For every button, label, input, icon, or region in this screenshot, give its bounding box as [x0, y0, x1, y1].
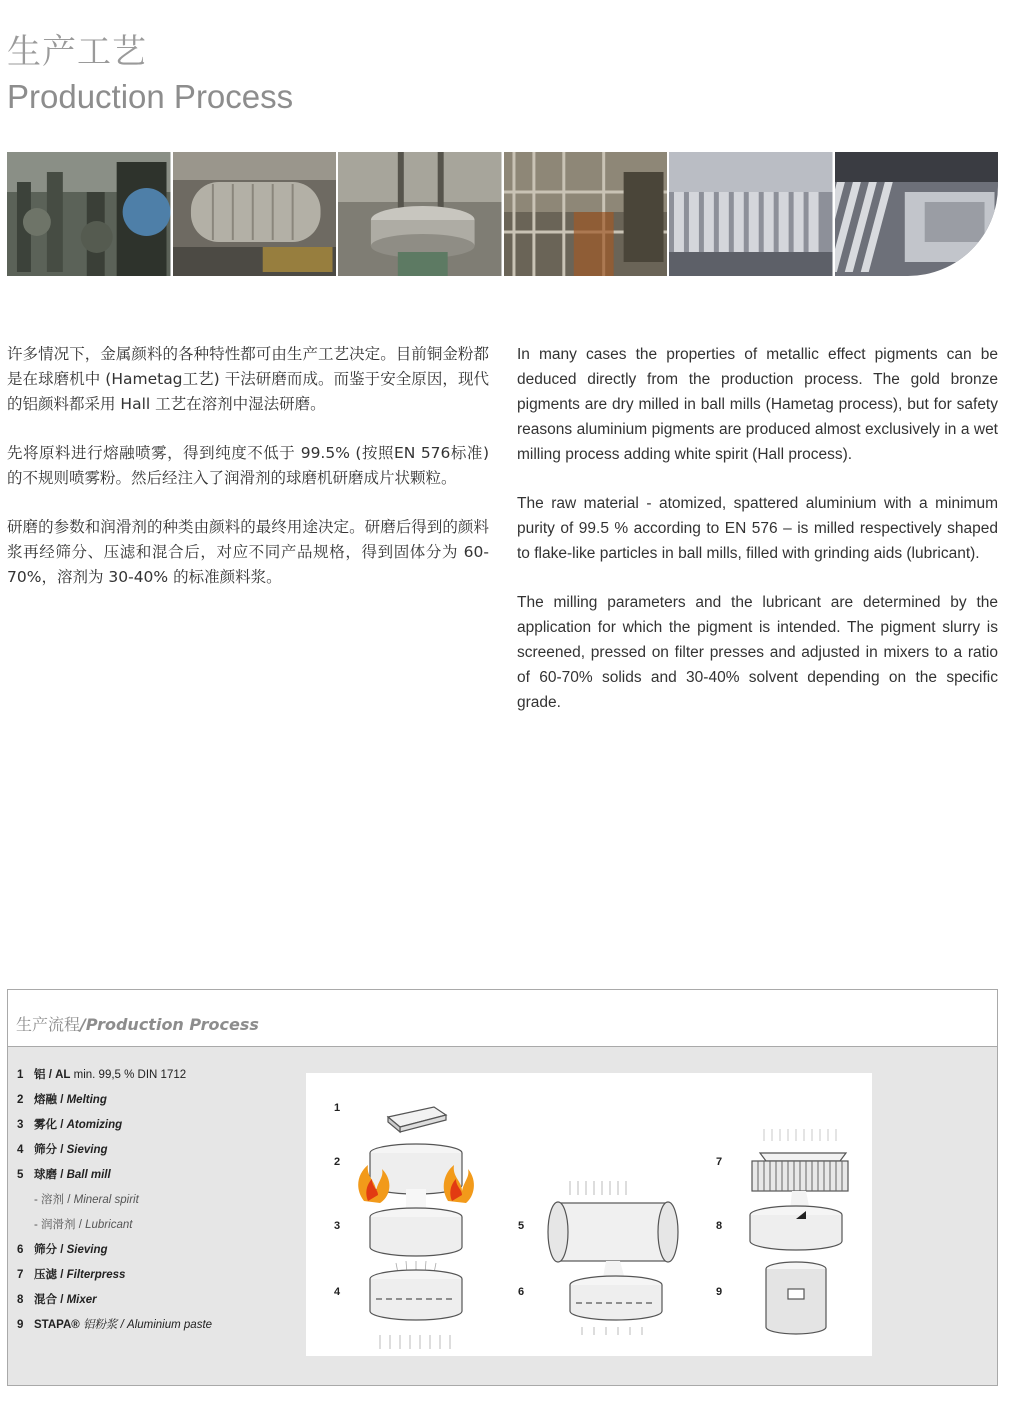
photo-strip	[7, 152, 998, 276]
step-item: 9 STAPA® 铝粉浆 / Aluminium paste	[17, 1319, 213, 1331]
body-text-en	[517, 342, 998, 739]
step-item: 1 铝 / AL min. 99,5 % DIN 1712	[17, 1069, 187, 1081]
step-item: 3 雾化 / Atomizing	[17, 1119, 123, 1131]
paragraph-zh-3: 研磨的参数和润滑剂的种类由颜料的最终用途决定。研磨后得到的颜料浆再经筛分、压滤和混合后，对应不同产品规格，得到固体分为 60-70%，溶剂为 30-40% 的标准颜料浆。	[7, 518, 489, 586]
paragraph-en-3: The milling parameters and the lubricant are determined by the application for which the pigment is intended. The pigment slurry is screened, pressed on filter presses and adjusted in mixers to a ratio of 60-70% solids and 30-40% solvent depending on the specific grade.	[517, 594, 998, 711]
process-steps	[17, 1066, 212, 1341]
ball-mill-drum-icon	[558, 1203, 668, 1261]
step-item: 8 混合 / Mixer	[17, 1294, 97, 1306]
process-box	[7, 989, 998, 1386]
step-item: 6 筛分 / Sieving	[17, 1244, 108, 1256]
step-item: 2 熔融 / Melting	[17, 1094, 107, 1106]
photo-ball-mill	[173, 152, 339, 276]
paragraph-zh-2: 先将原料进行熔融喷雾，得到纯度不低于 99.5% (按照EN 576标准) 的不规则喷雾粉。然后经注入了润滑剂的球磨机研磨成片状颗粒。	[7, 444, 489, 487]
diagram-number-9: 9	[716, 1286, 723, 1298]
diagram-number-8: 8	[716, 1220, 723, 1232]
photo-pipes	[504, 152, 670, 276]
step-item: 4 筛分 / Sieving	[17, 1144, 108, 1156]
photo-filterpress	[669, 152, 835, 276]
paragraph-en-2: The raw material - atomized, spattered aluminium with a minimum purity of 99.5 % according to EN 576 – is milled respectively shaped to flake-like particles in ball mills, filled with grinding aids (lubricant).	[517, 495, 998, 562]
body-text-zh	[7, 342, 489, 614]
process-diagram	[306, 1073, 872, 1356]
process-title-en: /Production Process	[80, 1015, 259, 1034]
process-box-header	[8, 990, 997, 1047]
diagram-number-3: 3	[334, 1220, 341, 1232]
step-subitem: - 溶剂 / Mineral spirit	[34, 1194, 139, 1206]
photo-valves	[7, 152, 173, 276]
filterpress-icon	[760, 1153, 846, 1161]
photo-filterpress-detail	[835, 152, 999, 276]
process-title-zh: 生产流程	[16, 1015, 81, 1034]
diagram-number-2: 2	[334, 1156, 341, 1168]
page-title-en: Production Process	[7, 78, 294, 115]
diagram-number-6: 6	[518, 1286, 525, 1298]
photo-vessel	[338, 152, 504, 276]
diagram-number-5: 5	[518, 1220, 525, 1232]
step-item: 7 压滤 / Filterpress	[17, 1269, 126, 1281]
paragraph-en-1: In many cases the properties of metallic effect pigments can be deduced directly from the production process. The gold bronze pigments are dry milled in ball mills (Hametag process), but for safety reasons aluminium pigments are produced almost exclusively in a wet milling process adding white spirit (Hall process).	[517, 346, 998, 463]
paragraph-zh-1: 许多情况下，金属颜料的各种特性都可由生产工艺决定。目前铜金粉都是在球磨机中 (Hametag工艺) 干法研磨而成。而鉴于安全原因，现代的铝颜料都采用 Hall 工艺在溶剂中湿法研磨。	[7, 345, 489, 413]
step-subitem: - 润滑剂 / Lubricant	[34, 1219, 133, 1231]
diagram-number-1: 1	[334, 1102, 341, 1114]
diagram-number-4: 4	[334, 1286, 341, 1298]
step-item: 5 球磨 / Ball mill	[17, 1169, 111, 1181]
diagram-number-7: 7	[716, 1156, 723, 1168]
page-title-zh: 生产工艺	[7, 32, 147, 72]
